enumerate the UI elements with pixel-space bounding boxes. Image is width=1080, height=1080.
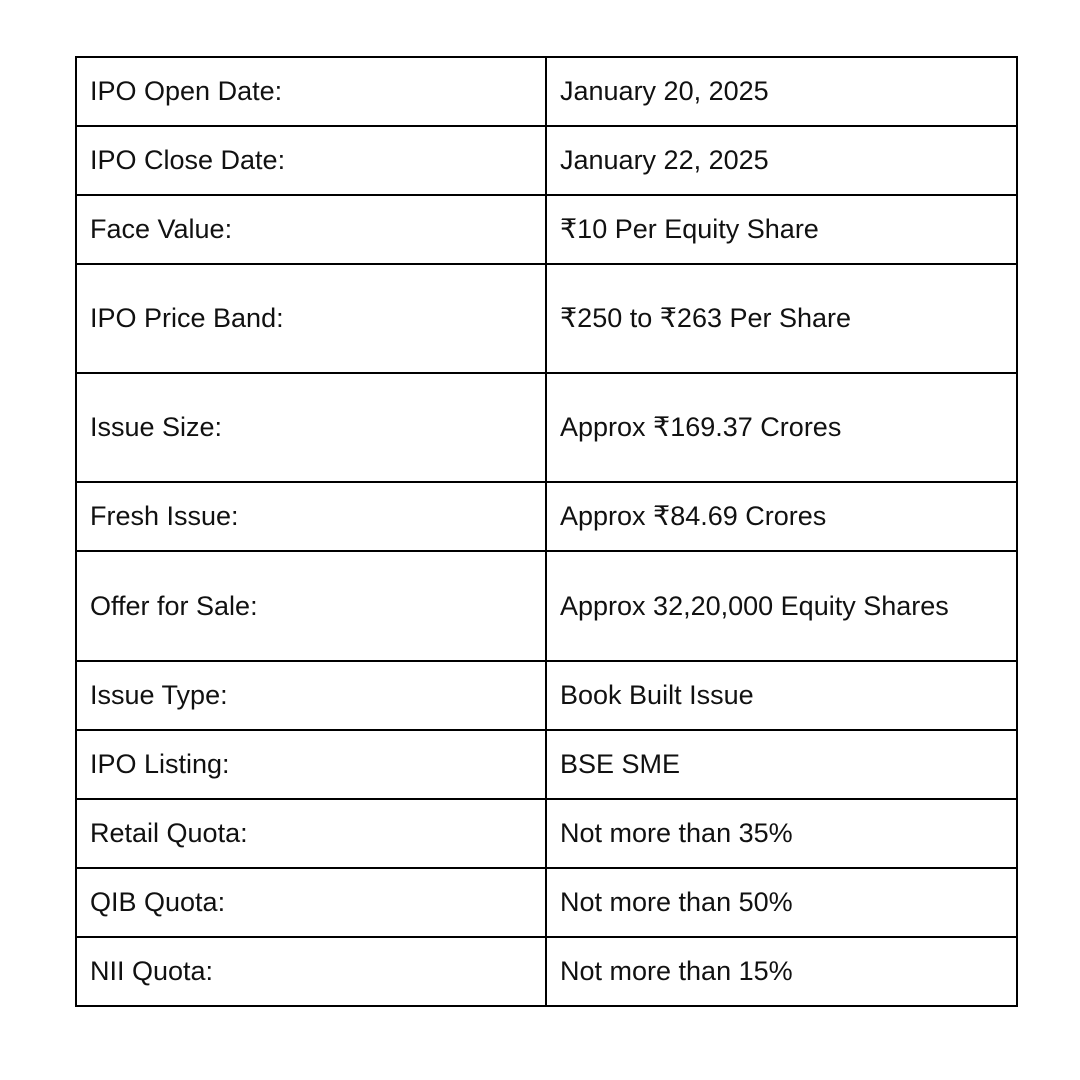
row-value: Not more than 15% — [546, 937, 1017, 1006]
row-value: Not more than 35% — [546, 799, 1017, 868]
table-row-retail-quota — [76, 799, 1017, 868]
row-value: Approx ₹169.37 Crores — [546, 373, 1017, 482]
row-label: NII Quota: — [76, 937, 546, 1006]
table-row-open-date — [76, 57, 1017, 126]
ipo-details-table — [75, 56, 1018, 1007]
row-value: January 22, 2025 — [546, 126, 1017, 195]
row-label: Face Value: — [76, 195, 546, 264]
row-label: IPO Close Date: — [76, 126, 546, 195]
row-label: Issue Type: — [76, 661, 546, 730]
row-label: IPO Price Band: — [76, 264, 546, 373]
row-value: January 20, 2025 — [546, 57, 1017, 126]
row-value: Book Built Issue — [546, 661, 1017, 730]
row-label: QIB Quota: — [76, 868, 546, 937]
table-row-price-band — [76, 264, 1017, 373]
row-value: Not more than 50% — [546, 868, 1017, 937]
row-value: Approx 32,20,000 Equity Shares — [546, 551, 1017, 661]
row-label: IPO Open Date: — [76, 57, 546, 126]
row-label: Retail Quota: — [76, 799, 546, 868]
table-row-qib-quota — [76, 868, 1017, 937]
table-row-fresh-issue — [76, 482, 1017, 551]
table-row-issue-size — [76, 373, 1017, 482]
table-row-close-date — [76, 126, 1017, 195]
row-label: Issue Size: — [76, 373, 546, 482]
row-label: Fresh Issue: — [76, 482, 546, 551]
row-value: ₹250 to ₹263 Per Share — [546, 264, 1017, 373]
row-value: BSE SME — [546, 730, 1017, 799]
table-row-ipo-listing — [76, 730, 1017, 799]
table-row-offer-for-sale — [76, 551, 1017, 661]
table-row-nii-quota — [76, 937, 1017, 1006]
table-row-issue-type — [76, 661, 1017, 730]
row-value: ₹10 Per Equity Share — [546, 195, 1017, 264]
row-label: Offer for Sale: — [76, 551, 546, 661]
row-label: IPO Listing: — [76, 730, 546, 799]
row-value: Approx ₹84.69 Crores — [546, 482, 1017, 551]
table-row-face-value — [76, 195, 1017, 264]
